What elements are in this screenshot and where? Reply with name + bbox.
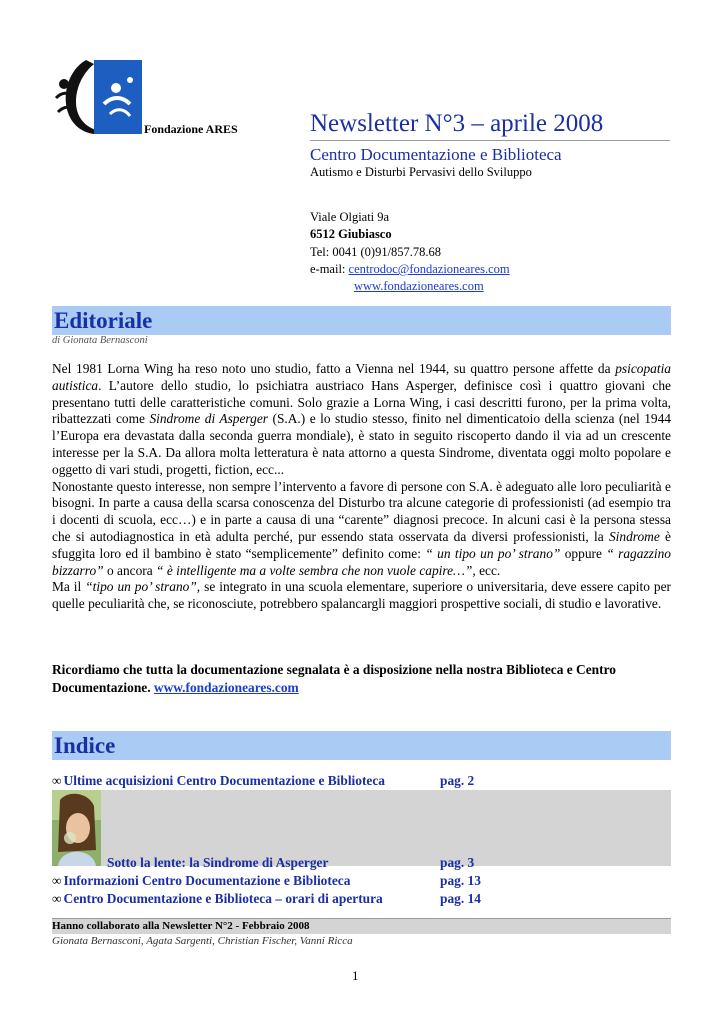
text-run-italic: Sindrome <box>608 528 660 544</box>
editoriale-heading-band <box>52 306 671 335</box>
indice-heading: Indice <box>54 733 116 758</box>
child-photo <box>52 790 101 866</box>
infinity-bullet-icon: ∞ <box>52 891 62 906</box>
text-run: o ancora <box>103 562 157 578</box>
toc-item-2[interactable]: Sotto la lente: la Sindrome di Asperger <box>107 855 329 870</box>
text-run: oppure <box>560 545 607 561</box>
toc-label: Ultime acquisizioni Centro Documentazione e Biblioteca <box>63 773 386 788</box>
infinity-bullet-icon: ∞ <box>52 773 62 788</box>
toc-page-1: pag. 2 <box>440 773 475 788</box>
text-run-italic: Sindrome di Asperger <box>149 411 268 427</box>
fondazione-ares-logo <box>54 58 144 136</box>
toc-label: Centro Documentazione e Biblioteca – orari di apertura <box>63 891 383 906</box>
title-divider <box>310 140 670 141</box>
address-email-row <box>310 261 510 278</box>
text-run: Ma il <box>52 579 86 595</box>
text-run: è sfuggita loro ed il bambino è stato “semplicemente” definito come: <box>52 528 671 561</box>
website-link[interactable]: www.fondazioneares.com <box>354 279 484 294</box>
editoriale-paragraph-3 <box>52 579 671 613</box>
editoriale-paragraph-1 <box>52 361 671 479</box>
documentation-note <box>52 661 671 696</box>
text-run: (S.A.) e lo studio stesso, finito nel dimenticatoio della scienza (nel 1944 l’Europa era devastata dalla seconda guerra mondiale), è stato in seguito riscoperto dando il via ad un crescente interesse per la S.A. Da allora molta letteratura è nata attorno a questa Sindrome, diventata oggi molto popolare e oggetto di vari studi, progetti, fiction, ecc... <box>52 411 671 477</box>
email-label: e-mail: <box>310 261 349 276</box>
text-run-italic: psicopatia autistica <box>52 361 671 393</box>
text-run-italic: “tipo un po’ strano”, <box>85 579 201 595</box>
editoriale-paragraph-2 <box>52 479 671 580</box>
email-link[interactable]: centrodoc@fondazioneares.com <box>348 261 510 276</box>
address-city: 6512 Giubiasco <box>310 227 392 242</box>
page-number: 1 <box>352 968 359 983</box>
text-run-italic: “ ragazzino bizzarro” <box>52 545 671 578</box>
editoriale-body <box>52 361 671 613</box>
collaborators-title: Hanno collaborato alla Newsletter N°2 - Febbraio 2008 <box>52 918 671 934</box>
toc-page-2: pag. 3 <box>440 855 475 870</box>
address-block <box>310 209 510 295</box>
text-run-italic: “ un tipo un po’ strano” <box>425 545 561 561</box>
editoriale-heading: Editoriale <box>54 308 153 333</box>
toc-item-4[interactable] <box>52 891 383 907</box>
infinity-bullet-icon: ∞ <box>52 873 62 888</box>
address-tel: Tel: 0041 (0)91/857.78.68 <box>310 244 442 259</box>
text-run: Nel 1981 Lorna Wing ha reso noto uno studio, fatto a Vienna nel 1944, su quattro persone affette da <box>52 361 616 376</box>
newsletter-title: Newsletter N°3 – aprile 2008 <box>310 110 604 137</box>
address-website-row <box>310 278 510 295</box>
address-street: Viale Olgiati 9a <box>310 210 390 224</box>
toc-item-1[interactable] <box>52 773 385 789</box>
toc-page-3: pag. 13 <box>440 873 481 888</box>
collaborators-names: Gionata Bernasconi, Agata Sargenti, Christian Fischer, Vanni Ricca <box>52 935 353 947</box>
indice-heading-band <box>52 731 671 760</box>
toc-label: Informazioni Centro Documentazione e Biblioteca <box>63 873 351 888</box>
note-text: Ricordiamo che tutta la documentazione segnalata è a disposizione nella nostra Biblioteca e Centro Documentazione. <box>52 662 616 695</box>
note-website-link[interactable]: www.fondazioneares.com <box>153 679 299 695</box>
text-run: . L’autore dello studio, lo psichiatra austriaco Hans Asperger, definisce così i quattro giovani che presentano tutti delle caratteristiche comuni. Solo grazie a Lorna Wing, i casi descritti furono, per la prima volta, ribattezzati come <box>52 377 671 427</box>
text-run: se integrato in una scuola elementare, superiore o universitaria, deve essere capito per quelle peculiarità che, se riconosciute, potrebbero spalancargli maggiori prospettive sociali, di studio e lavorative. <box>52 579 671 612</box>
newsletter-subtitle: Centro Documentazione e Biblioteca <box>310 145 562 164</box>
toc-page-4: pag. 14 <box>440 891 481 906</box>
text-run-italic: “ è intelligente ma a volte sembra che non vuole capire…”, <box>156 562 476 578</box>
org-name: Fondazione ARES <box>144 122 238 136</box>
text-run: Nonostante questo interesse, non sempre l’intervento a favore di persone con S.A. è adeguato alle loro peculiarità e bisogni. In parte a causa della scarsa conoscenza del Disturbo tra alcune categorie di professionisti (ad esempio tra i docenti di scuola, ecc…) e in parte a causa di una “carente” diagnosi precoce. In alcuni casi è la persona stessa che si autodiagnostica in età adulta perché, pur essendo stata osservata da diversi professionisti, la <box>52 478 671 544</box>
text-run: ecc. <box>475 562 501 578</box>
toc-item-3[interactable] <box>52 873 350 889</box>
newsletter-topic: Autismo e Disturbi Pervasivi dello Sviluppo <box>310 165 532 179</box>
editoriale-author: di Gionata Bernasconi <box>52 335 148 346</box>
